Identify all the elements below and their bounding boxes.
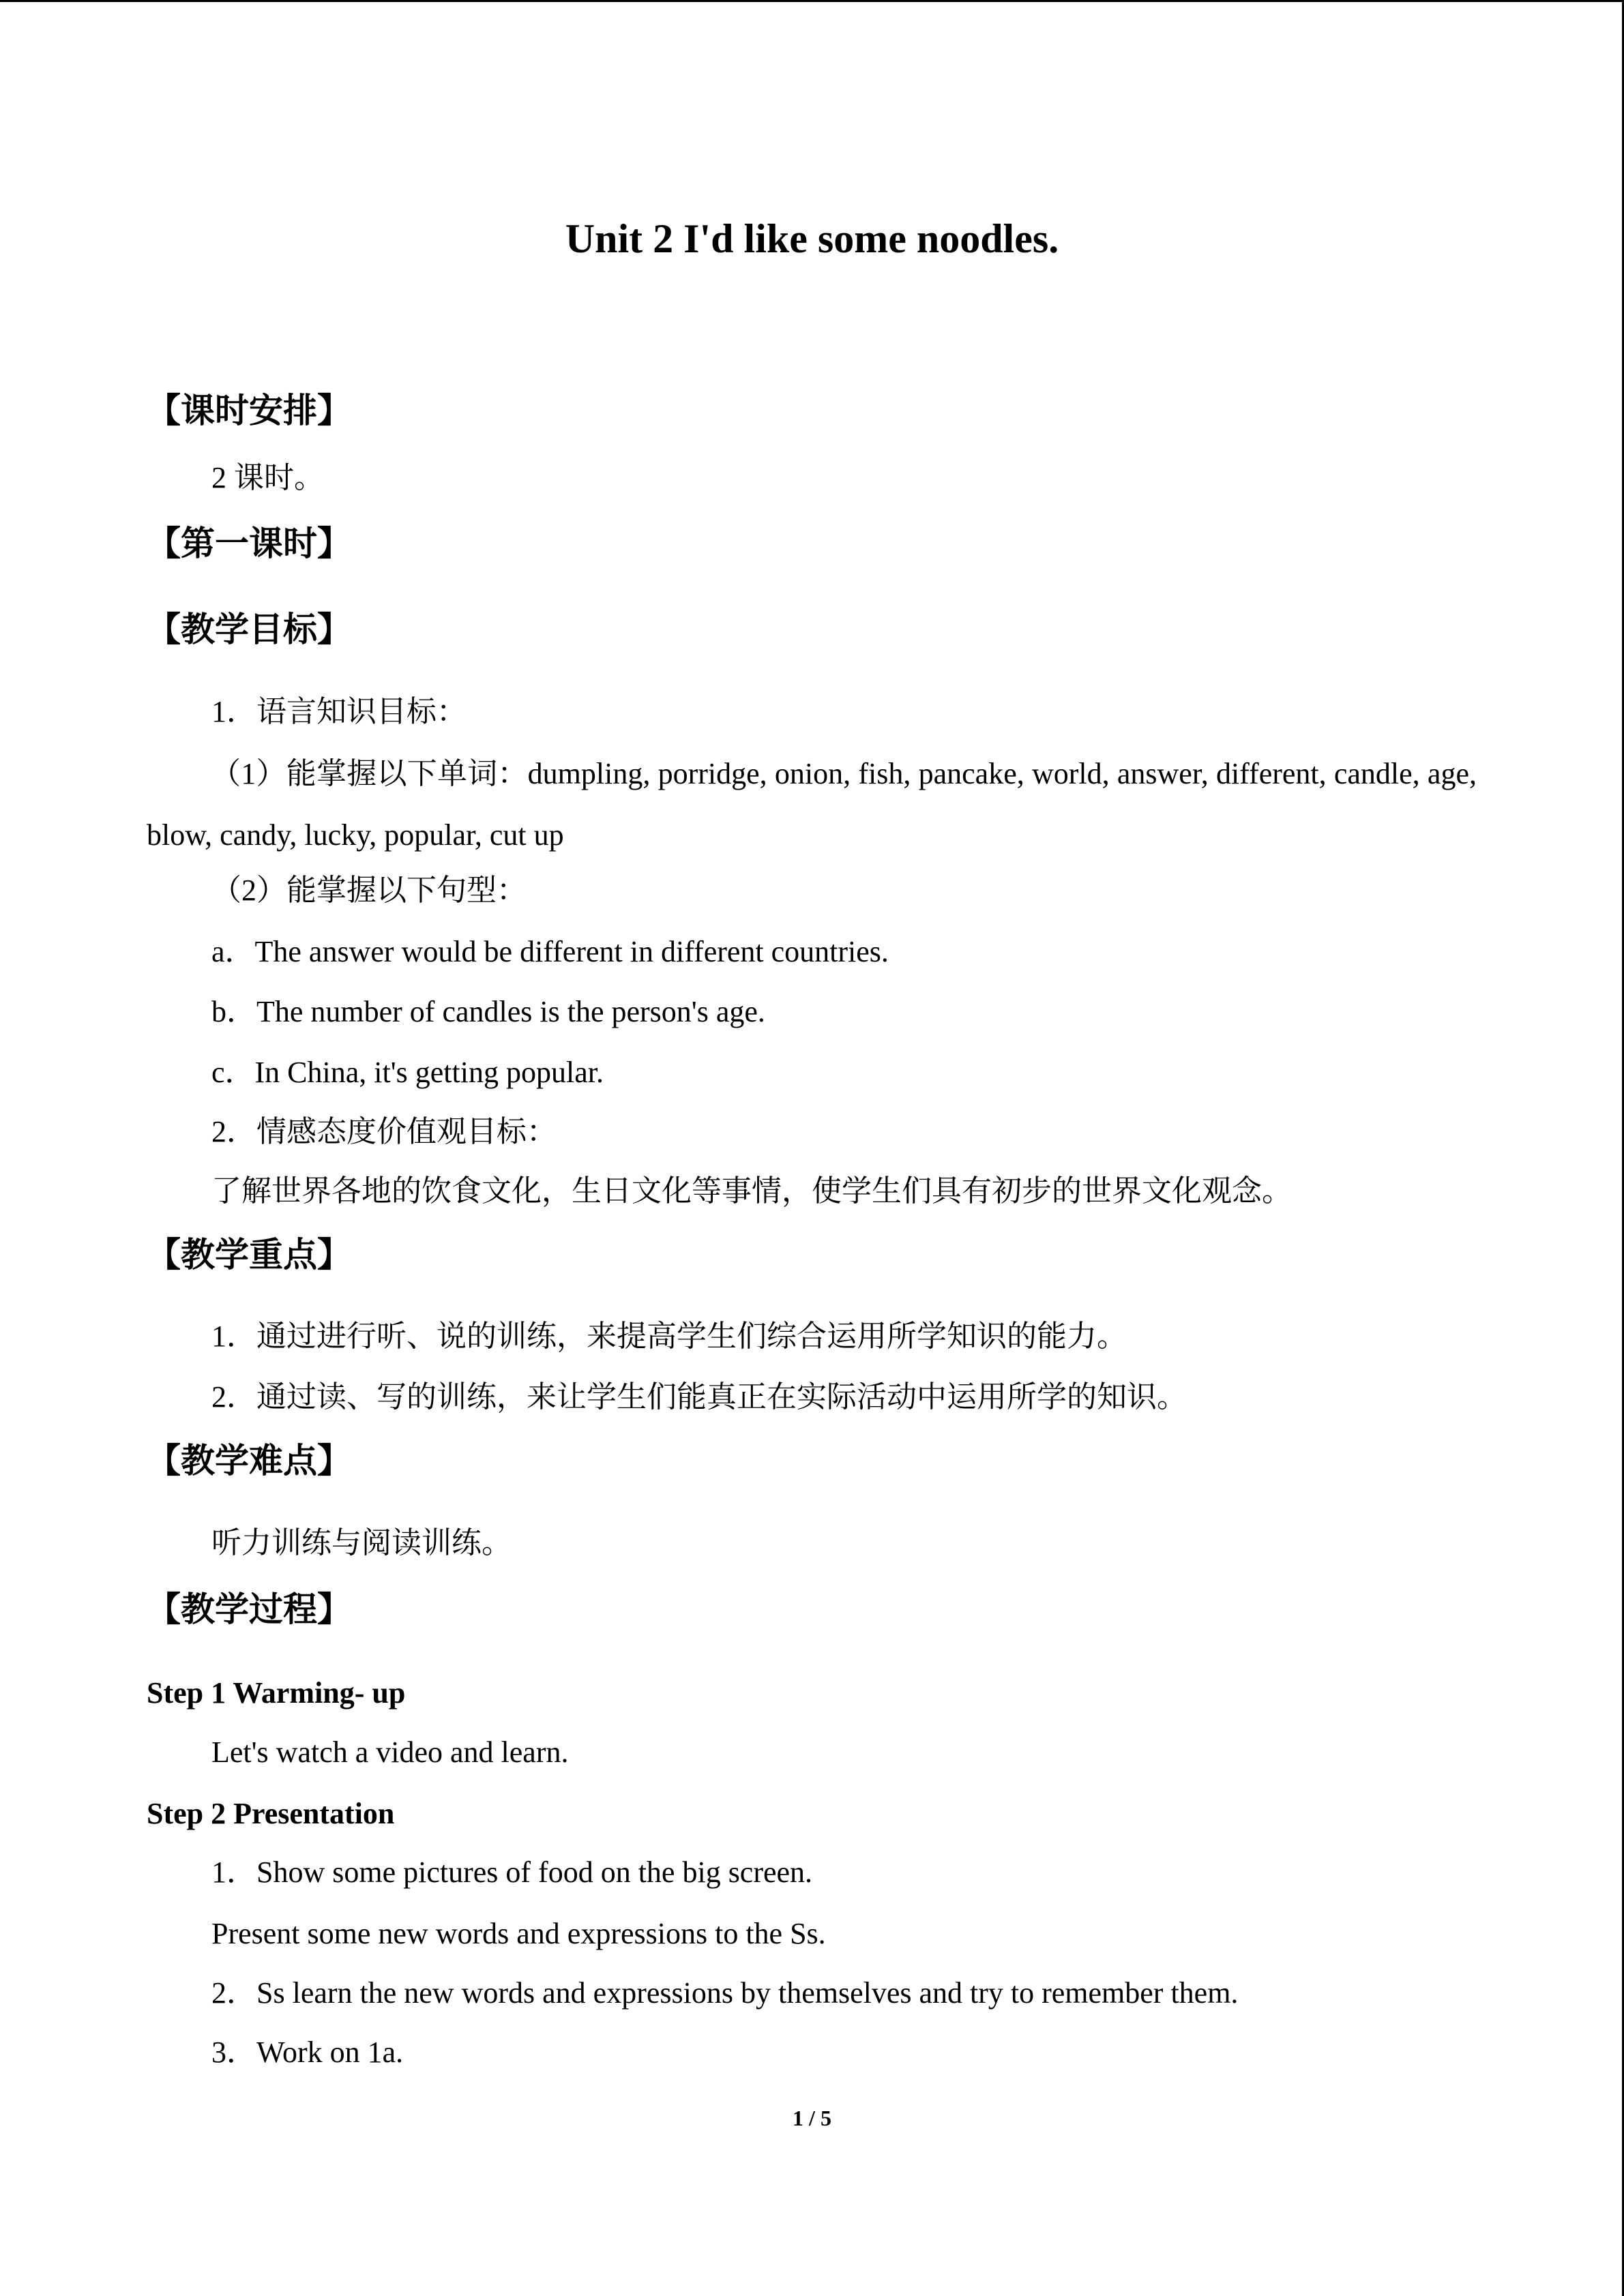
objective-vocabulary: （1）能掌握以下单词：dumpling, porridge, onion, fish, pancake, world, answer, different, candle, age, blow, candy, lucky, popular, cut up	[147, 757, 1477, 852]
heading-difficulties: 【教学难点】	[147, 1442, 351, 1480]
step-1-text: Let's watch a video and learn.	[211, 1735, 569, 1769]
key-point-2: 2．通过读、写的训练，来让学生们能真正在实际活动中运用所学的知识。	[211, 1380, 1187, 1414]
difficulties-text: 听力训练与阅读训练。	[211, 1526, 512, 1560]
step-1-title: Step 1 Warming- up	[147, 1676, 406, 1710]
objective-item-1: 1．语言知识目标：	[211, 695, 467, 728]
objective-item-2-text: 了解世界各地的饮食文化，生日文化等事情，使学生们具有初步的世界文化观念。	[211, 1174, 1292, 1208]
heading-first-lesson: 【第一课时】	[147, 524, 351, 563]
objective-item-2: 2．情感态度价值观目标：	[211, 1115, 557, 1148]
heading-key-points: 【教学重点】	[147, 1236, 351, 1274]
step-2-item-1-text: Present some new words and expressions to the Ss.	[211, 1917, 826, 1950]
step-2-title: Step 2 Presentation	[147, 1797, 395, 1830]
heading-schedule: 【课时安排】	[147, 391, 351, 430]
sentence-b: b．The number of candles is the person's age.	[211, 995, 765, 1028]
schedule-text: 2 课时。	[211, 461, 324, 494]
step-2-item-3: 3．Work on 1a.	[211, 2036, 404, 2069]
objective-sentence-patterns: （2）能掌握以下句型：	[211, 874, 527, 907]
page-border-top	[0, 0, 1624, 2]
key-point-1: 1．通过进行听、说的训练，来提高学生们综合运用所学知识的能力。	[211, 1320, 1127, 1353]
sentence-c: c．In China, it's getting popular.	[211, 1056, 604, 1089]
page-number: 1 / 5	[793, 2106, 831, 2130]
heading-objectives: 【教学目标】	[147, 610, 351, 648]
document-title: Unit 2 I'd like some noodles.	[565, 216, 1059, 261]
sentence-a: a．The answer would be different in different countries.	[211, 935, 889, 968]
step-2-item-1: 1．Show some pictures of food on the big screen.	[211, 1855, 813, 1889]
step-2-item-2: 2．Ss learn the new words and expressions by themselves and try to remember them.	[211, 1976, 1239, 2010]
heading-process: 【教学过程】	[147, 1590, 351, 1628]
